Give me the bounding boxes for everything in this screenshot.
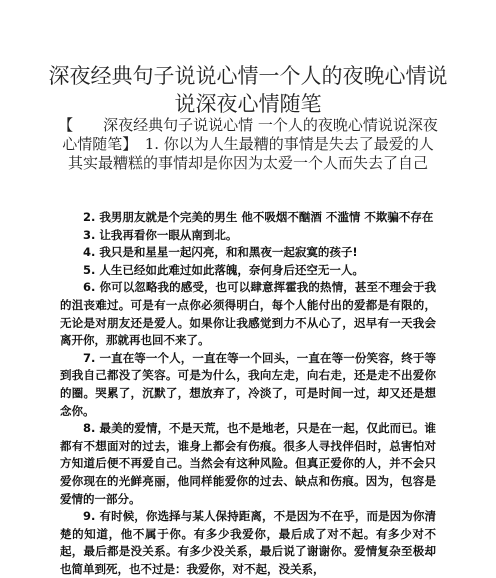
paragraph-6: 6. 你可以忽略我的感受，也可以肆意挥霍我的热情，甚至不理会于我的沮丧难过。可是有一点你必须得明白，每个人能付出的爱都是有限的，无论是对朋友还是爱人。如果你让我感觉到力不从心了，迟早有一天我会离开你，那就再也回不来了。 [60, 280, 436, 348]
article-body [60, 209, 436, 578]
paragraph-3: 3. 让我再看你一眼从南到北。 [83, 227, 238, 242]
article-intro: 【 深夜经典句子说说心情 一个人的夜晚心情说说深夜心情随笔】 1. 你以为人生最糟的事情是失去了最爱的人 其实最糟糕的事情却是你因为太爱一个人而失去了自己 [58, 116, 438, 172]
paragraph-4: 4. 我只是和星星一起闪亮，和和黑夜一起寂寞的孩子! [83, 245, 358, 260]
paragraph-9: 9. 有时候，你选择与某人保持距离，不是因为不在乎，而是因为你清楚的知道，他不属于你。有多少我爱你，最后成了对不起。有多少对不起，最后都是没关系。有多少没关系，最后说了谢谢你。爱情复杂至极却也简单到死，也不过是：我爱你，对不起，没关系， [60, 509, 436, 576]
paragraph-8: 8. 最美的爱情，不是天荒，也不是地老，只是在一起，仅此而已。谁都有不想面对的过去，谁身上都会有伤痕。很多人寻找伴侣时，总害怕对方知道后便不再爱自己。当然会有这种风险。但真正爱你的人，并不会只爱你现在的光鲜亮丽，他同样能爱你的过去、缺点和伤痕。因为，包容是爱情的一部分。 [60, 421, 436, 506]
paragraph-5: 5. 人生已经如此难过如此落魄，奈何身后还空无一人。 [83, 262, 364, 277]
paragraph-2: 2. 我男朋友就是个完美的男生 他不吸烟不酗酒 不滥情 不欺骗不存在 [83, 210, 434, 224]
article-title: 深夜经典句子说说心情一个人的夜晚心情说说深夜心情随笔 [48, 64, 448, 116]
paragraph-7: 7. 一直在等一个人，一直在等一个回头，一直在等一份笑容，终于等到我自己都没了笑容。可是为什么，我向左走，向右走，还是走不出爱你的圈。哭累了，沉默了，想放弃了，冷淡了，可是时间一过，却又还是想念你。 [60, 350, 436, 418]
